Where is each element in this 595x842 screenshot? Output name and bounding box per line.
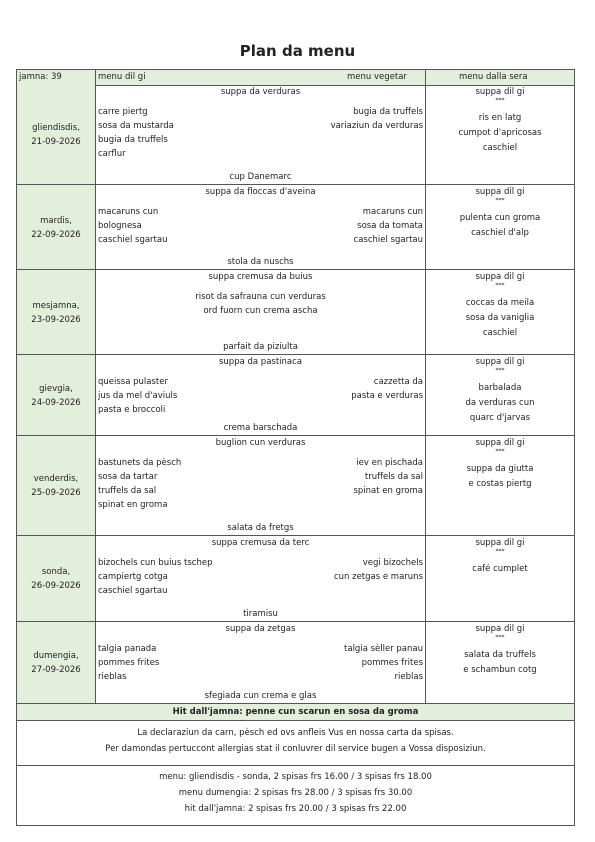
evening-dish: caschiel	[482, 143, 518, 153]
evening-dish: coccas da meila	[465, 298, 535, 308]
separator-stars: ***	[495, 548, 505, 555]
divider-footer	[17, 765, 574, 766]
main-dish-veg: cun zetgas e maruns	[333, 572, 423, 582]
dessert: tiramisu	[243, 609, 278, 619]
evening-dish: e schambun cotg	[463, 665, 537, 675]
evening-dish: caschiel	[482, 328, 518, 338]
main-dish-veg: vegi bizochels	[362, 558, 423, 568]
day-cell	[17, 270, 95, 355]
row-divider	[17, 184, 574, 185]
evening-dish: suppa da giutta	[466, 464, 534, 474]
row-divider	[17, 354, 574, 355]
evening-dish: café cumplet	[472, 564, 528, 574]
soup: buglion cun verduras	[215, 438, 306, 448]
hit-of-week: Hit dall'jamna: penne cun scarun en sosa da groma	[17, 704, 574, 721]
main-dish-veg: pommes frites	[361, 658, 423, 668]
day-date: 27-09-2026	[31, 665, 81, 675]
main-dish-veg: rieblas	[394, 672, 423, 682]
note-1: La declaraziun da carn, pèsch ed ovs anfleis Vus en nossa carta da spisas.	[137, 728, 454, 738]
main-dish-veg: iev en pischada	[356, 458, 423, 468]
main-dish-left: pommes frites	[98, 658, 160, 668]
main-dish-left: pasta e broccoli	[98, 405, 166, 415]
dessert: stola da nuschs	[227, 257, 294, 267]
main-dish-left: bizochels cun buius tschep	[98, 558, 213, 568]
day-name: gliendisdis,	[32, 123, 80, 133]
main-dish-left: macaruns cun	[98, 207, 159, 217]
evening-dish: salata da truffels	[464, 650, 536, 660]
evening-dish: suppa dil gi	[475, 538, 525, 548]
dessert: crema barschada	[223, 423, 298, 433]
evening-dish: barbalada	[478, 383, 522, 393]
dessert: sfegiada cun crema e glas	[204, 691, 317, 701]
main-dish-veg: truffels da sal	[364, 472, 423, 482]
main-dish-left: carre piertg	[98, 107, 148, 117]
day-cell	[17, 622, 95, 704]
main-dish-left: talgia panada	[98, 644, 157, 654]
soup: suppa da verduras	[220, 87, 301, 97]
day-date: 24-09-2026	[31, 397, 81, 408]
day-name: venderdis,	[33, 474, 79, 484]
main-dish-veg: variaziun da verduras	[330, 121, 423, 131]
separator-stars: ***	[495, 97, 505, 104]
evening-dish: cumpot d'apricosas	[458, 128, 542, 138]
evening-dish: pulenta cun groma	[459, 213, 541, 223]
main-dish-left: bugia da truffels	[98, 135, 168, 145]
main-dish-left: sosa da mustarda	[98, 121, 174, 131]
price-1: menu: gliendisdis - sonda, 2 spisas frs 16.00 / 3 spisas frs 18.00	[159, 772, 432, 782]
day-cell	[17, 355, 95, 436]
main-dish-left: bolognesa	[98, 221, 142, 231]
col-day-menu: menu dil gi	[98, 72, 146, 82]
main-dish-left: caschiel sgartau	[98, 586, 168, 596]
main-dish-center: risot da safrauna cun verduras	[195, 292, 326, 302]
main-dish-veg: sosa da tomata	[357, 221, 423, 231]
day-date: 21-09-2026	[31, 137, 81, 147]
table-header	[17, 70, 574, 86]
day-cell	[17, 85, 95, 185]
main-dish-veg: bugia da truffels	[353, 107, 423, 117]
separator-stars: ***	[495, 448, 505, 455]
price-2: menu dumengia: 2 spisas frs 28.00 / 3 spisas frs 30.00	[178, 788, 413, 798]
soup: suppa da zetgas	[225, 624, 296, 634]
separator-stars: ***	[495, 282, 505, 289]
separator-stars: ***	[495, 634, 505, 641]
price-3: hit dall'jamna: 2 spisas frs 20.00 / 3 spisas frs 22.00	[184, 804, 407, 814]
day-cell	[17, 436, 95, 536]
day-date: 25-09-2026	[31, 488, 81, 498]
menu-table	[16, 69, 575, 826]
evening-dish: suppa dil gi	[475, 438, 525, 448]
main-dish-left: bastunets da pèsch	[98, 458, 182, 468]
day-date: 23-09-2026	[31, 314, 81, 325]
evening-dish: sosa da vaniglia	[465, 313, 535, 323]
row-divider	[17, 621, 574, 622]
day-cell	[17, 185, 95, 270]
soup: suppa da pastinaca	[218, 357, 303, 367]
page-title: Plan da menu	[239, 42, 356, 60]
day-cell	[17, 536, 95, 622]
evening-dish: ris en latg	[478, 113, 522, 123]
col-veg: menu vegetar	[347, 72, 407, 82]
evening-dish: quarc d'jarvas	[469, 413, 531, 423]
row-divider	[17, 269, 574, 270]
day-name: gievgia,	[39, 383, 73, 394]
col-evening: menu dalla sera	[459, 72, 528, 82]
dessert: parfait da piziulta	[223, 342, 298, 352]
day-name: sonda,	[41, 567, 71, 577]
row-divider	[17, 535, 574, 536]
day-name: dumengia,	[33, 651, 79, 661]
evening-dish: suppa dil gi	[475, 187, 525, 197]
main-dish-veg: pasta e verduras	[351, 391, 423, 401]
main-dish-left: caschiel sgartau	[98, 235, 168, 245]
day-name: mardis,	[40, 215, 72, 226]
day-date: 26-09-2026	[31, 581, 81, 591]
evening-dish: e costas piertg	[468, 479, 532, 489]
row-divider	[17, 435, 574, 436]
evening-dish: suppa dil gi	[475, 624, 525, 634]
separator-stars: ***	[495, 197, 505, 204]
main-dish-left: carflur	[98, 149, 126, 159]
main-dish-left: sosa da tartar	[98, 472, 158, 482]
day-date: 22-09-2026	[31, 229, 81, 240]
soup: suppa cremusa da buius	[208, 272, 313, 282]
main-dish-left: spinat en groma	[98, 500, 168, 510]
main-dish-left: queissa pulaster	[98, 377, 168, 387]
soup: suppa da floccas d'aveina	[205, 187, 316, 197]
dessert: salata da fretgs	[227, 523, 294, 533]
main-dish-left: rieblas	[98, 672, 127, 682]
evening-dish: caschiel d'alp	[471, 228, 529, 238]
dessert: cup Danemarc	[229, 172, 292, 182]
main-dish-left: truffels da sal	[98, 486, 157, 496]
evening-dish: da verduras cun	[465, 398, 535, 408]
main-dish-left: campiertg cotga	[98, 572, 168, 582]
main-dish-veg: spinat en groma	[353, 486, 423, 496]
main-dish-veg: talgia sèller panau	[344, 644, 423, 654]
main-dish-left: jus da mel d'aviuls	[98, 391, 178, 401]
evening-dish: suppa dil gi	[475, 357, 525, 367]
soup: suppa cremusa da terc	[211, 538, 310, 548]
evening-dish: suppa dil gi	[475, 272, 525, 282]
separator-stars: ***	[495, 367, 505, 374]
evening-dish: suppa dil gi	[475, 87, 525, 97]
note-2: Per damondas pertuccont allergias stat il conluvrer dil service bugen a Vossa disposiziun.	[105, 744, 486, 754]
main-dish-veg: cazzetta da	[373, 377, 423, 387]
main-dish-center: ord fuorn cun crema ascha	[203, 306, 318, 316]
main-dish-veg: caschiel sgartau	[353, 235, 423, 245]
main-dish-veg: macaruns cun	[362, 207, 423, 217]
week-label: jamna: 39	[19, 72, 62, 82]
day-name: mesjamna,	[32, 300, 80, 311]
